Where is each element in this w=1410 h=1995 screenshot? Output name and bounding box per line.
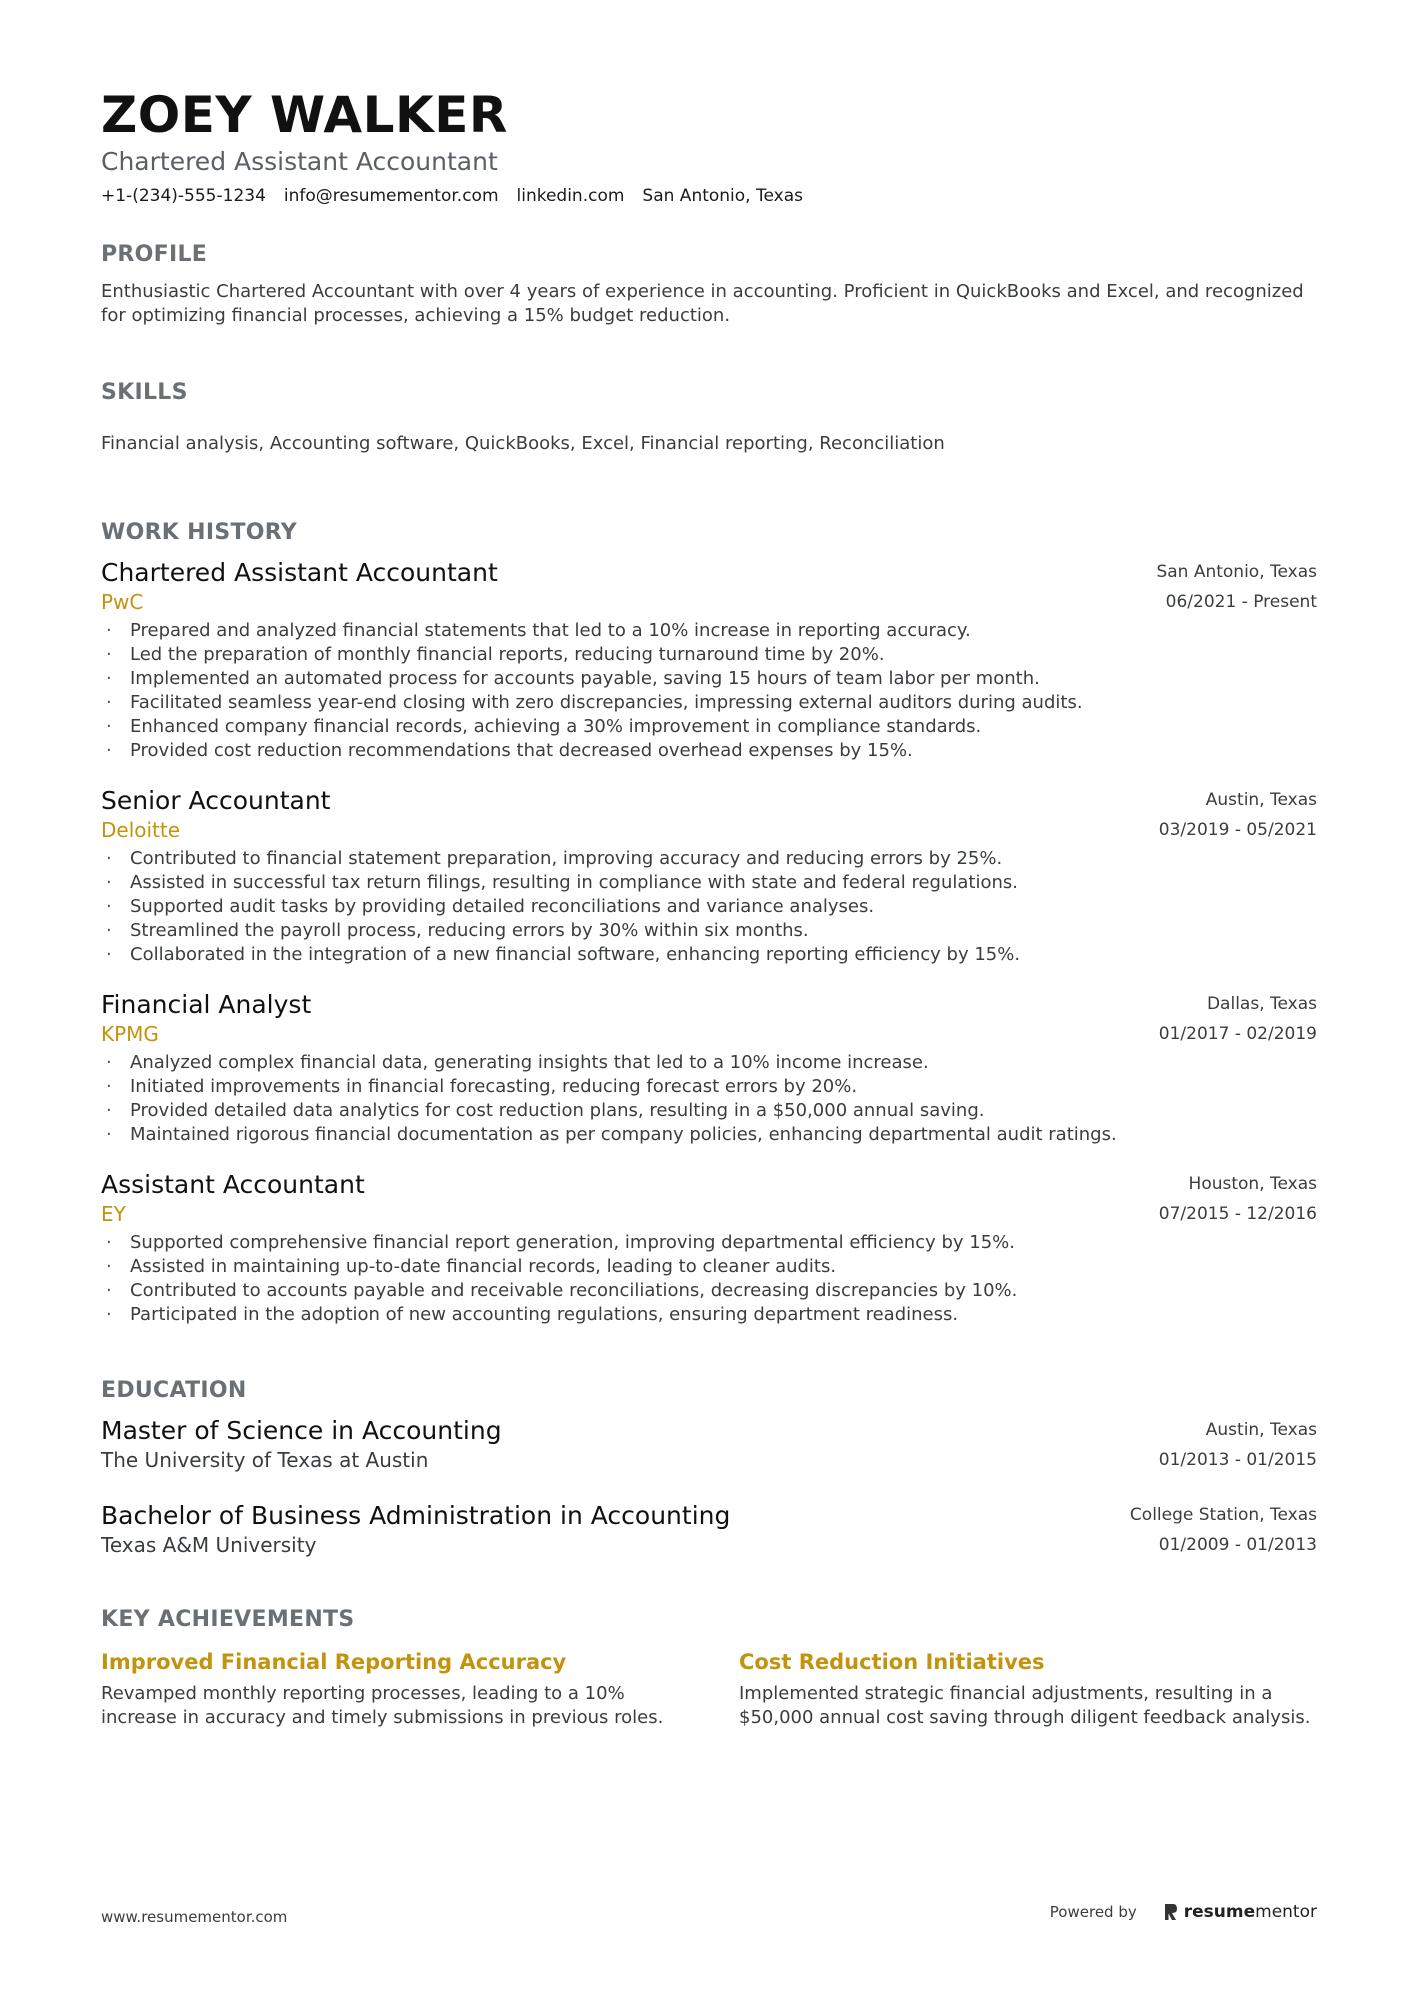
education-location: Austin, Texas xyxy=(1205,1420,1317,1440)
job-bullet: · Contributed to financial statement preparation, improving accuracy and reducing errors by 25%. xyxy=(101,847,1317,871)
job-entry xyxy=(101,1169,1317,1327)
job-meta xyxy=(1159,989,1317,1049)
job-entry xyxy=(101,989,1317,1147)
job-location: San Antonio, Texas xyxy=(1156,562,1317,582)
skills-heading: SKILLS xyxy=(101,380,188,405)
achievement-item xyxy=(101,1648,679,1730)
work-history-section xyxy=(101,519,1317,1327)
job-bullet: · Collaborated in the integration of a new financial software, enhancing reporting efficiency by 15%. xyxy=(101,943,1317,967)
job-bullet: · Initiated improvements in financial forecasting, reducing forecast errors by 20%. xyxy=(101,1075,1317,1099)
school-name: Texas A&M University xyxy=(101,1533,317,1557)
achievement-item xyxy=(739,1648,1317,1730)
education-dates: 01/2009 - 01/2013 xyxy=(1158,1535,1317,1555)
profile-heading: PROFILE xyxy=(101,242,208,267)
achievement-text: Revamped monthly reporting processes, leading to a 10% increase in accuracy and timely submissions in previous roles. xyxy=(101,1683,664,1728)
job-bullet: · Enhanced company financial records, achieving a 30% improvement in compliance standards. xyxy=(101,715,1317,739)
skills-section xyxy=(101,379,1317,456)
job-location: Dallas, Texas xyxy=(1206,994,1317,1014)
job-bullet: · Provided detailed data analytics for cost reduction plans, resulting in a $50,000 annual saving. xyxy=(101,1099,1317,1123)
profile-text: Enthusiastic Chartered Accountant with over 4 years of experience in accounting. Proficient in QuickBooks and Excel, and recognized for optimizing financial processes, achieving a 15% budget reduction. xyxy=(101,281,1304,326)
achievements-section xyxy=(101,1606,1317,1730)
job-bullets xyxy=(101,1051,1317,1147)
job-bullet: · Analyzed complex financial data, generating insights that led to a 10% income increase. xyxy=(101,1051,1317,1075)
job-meta xyxy=(1156,557,1317,617)
contact-location: San Antonio, Texas xyxy=(642,186,803,206)
brand-name-rest: mentor xyxy=(1255,1902,1317,1922)
footer-branding xyxy=(1050,1902,1317,1922)
candidate-name: ZOEY WALKER xyxy=(101,86,508,144)
achievements-grid xyxy=(101,1648,1317,1730)
achievement-title: Improved Financial Reporting Accuracy xyxy=(101,1650,567,1674)
education-entry xyxy=(101,1415,1317,1474)
job-dates: 01/2017 - 02/2019 xyxy=(1158,1024,1317,1044)
job-dates: 07/2015 - 12/2016 xyxy=(1158,1204,1317,1224)
job-meta xyxy=(1159,785,1317,845)
profile-section xyxy=(101,241,1317,328)
degree-title: Bachelor of Business Administration in Accounting xyxy=(101,1501,731,1530)
job-bullets xyxy=(101,847,1317,967)
achievement-text: Implemented strategic financial adjustments, resulting in a $50,000 annual cost saving through diligent feedback analysis. xyxy=(739,1683,1311,1728)
job-title: Chartered Assistant Accountant xyxy=(101,558,498,587)
education-section xyxy=(101,1377,1317,1559)
degree-title: Master of Science in Accounting xyxy=(101,1416,502,1445)
brand-logo-link[interactable] xyxy=(1163,1902,1317,1922)
contact-email[interactable]: info@resumementor.com xyxy=(283,186,499,206)
job-dates: 06/2021 - Present xyxy=(1165,592,1317,612)
job-bullet: · Streamlined the payroll process, reducing errors by 30% within six months. xyxy=(101,919,1317,943)
contact-phone[interactable]: +1-(234)-555-1234 xyxy=(101,186,266,206)
brand-name-bold: resume xyxy=(1183,1902,1256,1922)
job-location: Austin, Texas xyxy=(1205,790,1317,810)
education-meta xyxy=(1159,1415,1317,1475)
resume-page xyxy=(101,86,1317,1730)
footer-website[interactable]: www.resumementor.com xyxy=(101,1908,288,1926)
resume-header xyxy=(101,86,1317,207)
job-bullet: · Assisted in successful tax return filings, resulting in compliance with state and federal regulations. xyxy=(101,871,1317,895)
job-entry xyxy=(101,557,1317,763)
job-title: Senior Accountant xyxy=(101,786,331,815)
job-bullets xyxy=(101,619,1317,763)
job-company: Deloitte xyxy=(101,818,181,842)
education-entry xyxy=(101,1500,1317,1559)
job-company: PwC xyxy=(101,590,144,614)
job-meta xyxy=(1159,1169,1317,1229)
powered-by-label: Powered by xyxy=(1049,1903,1137,1921)
job-bullet: · Led the preparation of monthly financial reports, reducing turnaround time by 20%. xyxy=(101,643,1317,667)
job-bullet: · Supported audit tasks by providing detailed reconciliations and variance analyses. xyxy=(101,895,1317,919)
job-title: Assistant Accountant xyxy=(101,1170,365,1199)
job-bullet: · Provided cost reduction recommendations that decreased overhead expenses by 15%. xyxy=(101,739,1317,763)
education-meta xyxy=(1130,1500,1317,1560)
job-bullet: · Prepared and analyzed financial statements that led to a 10% increase in reporting accuracy. xyxy=(101,619,1317,643)
candidate-title: Chartered Assistant Accountant xyxy=(101,147,498,176)
achievements-heading: KEY ACHIEVEMENTS xyxy=(101,1607,355,1632)
contact-info xyxy=(101,185,1317,207)
job-bullet: · Maintained rigorous financial documentation as per company policies, enhancing departmental audit ratings. xyxy=(101,1123,1317,1147)
job-bullet: · Contributed to accounts payable and receivable reconciliations, decreasing discrepancies by 10%. xyxy=(101,1279,1317,1303)
job-bullet: · Assisted in maintaining up-to-date financial records, leading to cleaner audits. xyxy=(101,1255,1317,1279)
job-bullet: · Implemented an automated process for accounts payable, saving 15 hours of team labor per month. xyxy=(101,667,1317,691)
contact-linkedin[interactable]: linkedin.com xyxy=(516,186,625,206)
achievement-title: Cost Reduction Initiatives xyxy=(739,1650,1045,1674)
education-dates: 01/2013 - 01/2015 xyxy=(1158,1450,1317,1470)
education-heading: EDUCATION xyxy=(101,1378,247,1403)
school-name: The University of Texas at Austin xyxy=(101,1448,429,1472)
skills-text: Financial analysis, Accounting software, QuickBooks, Excel, Financial reporting, Reconciliation xyxy=(101,433,945,454)
job-bullet: · Supported comprehensive financial report generation, improving departmental efficiency by 15%. xyxy=(101,1231,1317,1255)
job-company: KPMG xyxy=(101,1022,159,1046)
job-dates: 03/2019 - 05/2021 xyxy=(1158,820,1317,840)
job-location: Houston, Texas xyxy=(1188,1174,1317,1194)
job-bullet: · Participated in the adoption of new accounting regulations, ensuring department readiness. xyxy=(101,1303,1317,1327)
education-location: College Station, Texas xyxy=(1129,1505,1317,1525)
job-bullet: · Facilitated seamless year-end closing with zero discrepancies, impressing external auditors during audits. xyxy=(101,691,1317,715)
work-history-heading: WORK HISTORY xyxy=(101,520,298,545)
job-company: EY xyxy=(101,1202,126,1226)
job-entry xyxy=(101,785,1317,967)
job-title: Financial Analyst xyxy=(101,990,312,1019)
job-bullets xyxy=(101,1231,1317,1327)
resumementor-logo-icon xyxy=(1163,1902,1178,1922)
